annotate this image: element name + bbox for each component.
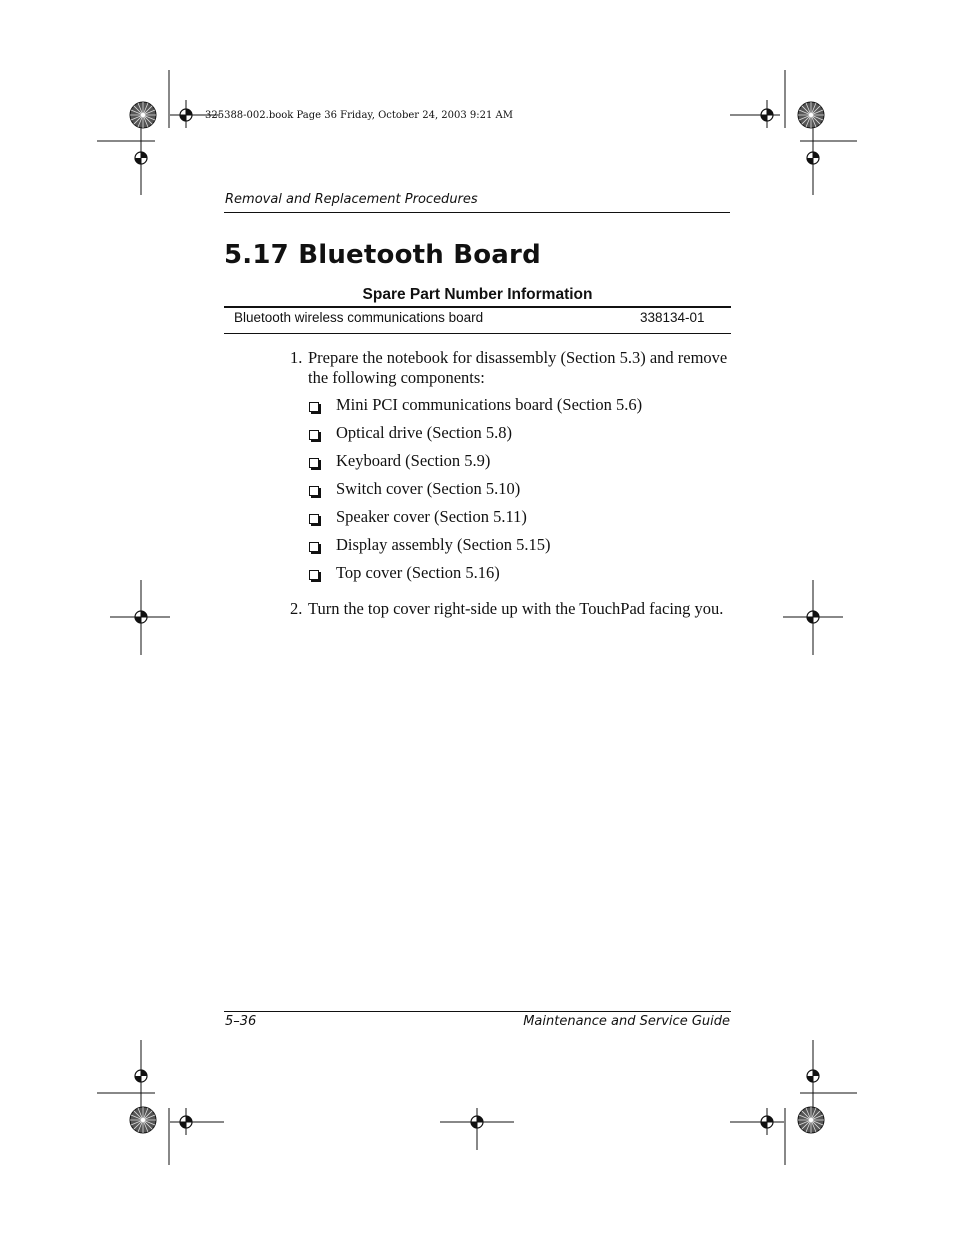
list-item-text: Display assembly (Section 5.15) bbox=[336, 535, 551, 554]
component-list bbox=[308, 395, 730, 591]
footer-rule bbox=[224, 1011, 731, 1012]
list-item bbox=[308, 423, 730, 451]
list-item-text: Top cover (Section 5.16) bbox=[336, 563, 500, 582]
checkbox-bullet-icon bbox=[309, 542, 319, 552]
spare-part-table-caption: Spare Part Number Information bbox=[362, 286, 593, 303]
section-title: 5.17 Bluetooth Board bbox=[224, 240, 541, 270]
table-row bbox=[224, 310, 731, 334]
list-item bbox=[308, 535, 730, 563]
checkbox-bullet-icon bbox=[309, 570, 319, 580]
step-text: Prepare the notebook for disassembly (Section 5.3) and remove the following components: bbox=[308, 348, 728, 387]
table-top-rule bbox=[224, 306, 731, 308]
list-item-text: Keyboard (Section 5.9) bbox=[336, 451, 491, 470]
list-item bbox=[308, 451, 730, 479]
book-title: Maintenance and Service Guide bbox=[523, 1014, 730, 1029]
list-item bbox=[308, 479, 730, 507]
list-item-text: Optical drive (Section 5.8) bbox=[336, 423, 512, 442]
list-item-text: Mini PCI communications board (Section 5.6) bbox=[336, 395, 643, 414]
checkbox-bullet-icon bbox=[309, 402, 319, 412]
running-header: Removal and Replacement Procedures bbox=[225, 192, 478, 207]
header-rule bbox=[224, 212, 730, 213]
list-item bbox=[308, 507, 730, 535]
step-text: Turn the top cover right-side up with the TouchPad facing you. bbox=[308, 599, 724, 618]
procedure-steps bbox=[290, 348, 730, 619]
list-item bbox=[308, 563, 730, 591]
list-item-text: Speaker cover (Section 5.11) bbox=[336, 507, 527, 526]
step-1 bbox=[290, 348, 730, 591]
part-number: 338134-01 bbox=[640, 310, 705, 325]
checkbox-bullet-icon bbox=[309, 458, 319, 468]
step-number: 2. bbox=[290, 599, 303, 618]
print-slug: 325388-002.book Page 36 Friday, October 24, 2003 9:21 AM bbox=[205, 110, 514, 121]
checkbox-bullet-icon bbox=[309, 486, 319, 496]
list-item bbox=[308, 395, 730, 423]
step-number: 1. bbox=[290, 348, 303, 367]
page-number: 5–36 bbox=[225, 1014, 257, 1029]
table-bottom-rule bbox=[224, 333, 731, 334]
part-description: Bluetooth wireless communications board bbox=[234, 310, 484, 325]
checkbox-bullet-icon bbox=[309, 514, 319, 524]
step-2 bbox=[290, 599, 730, 619]
checkbox-bullet-icon bbox=[309, 430, 319, 440]
list-item-text: Switch cover (Section 5.10) bbox=[336, 479, 521, 498]
